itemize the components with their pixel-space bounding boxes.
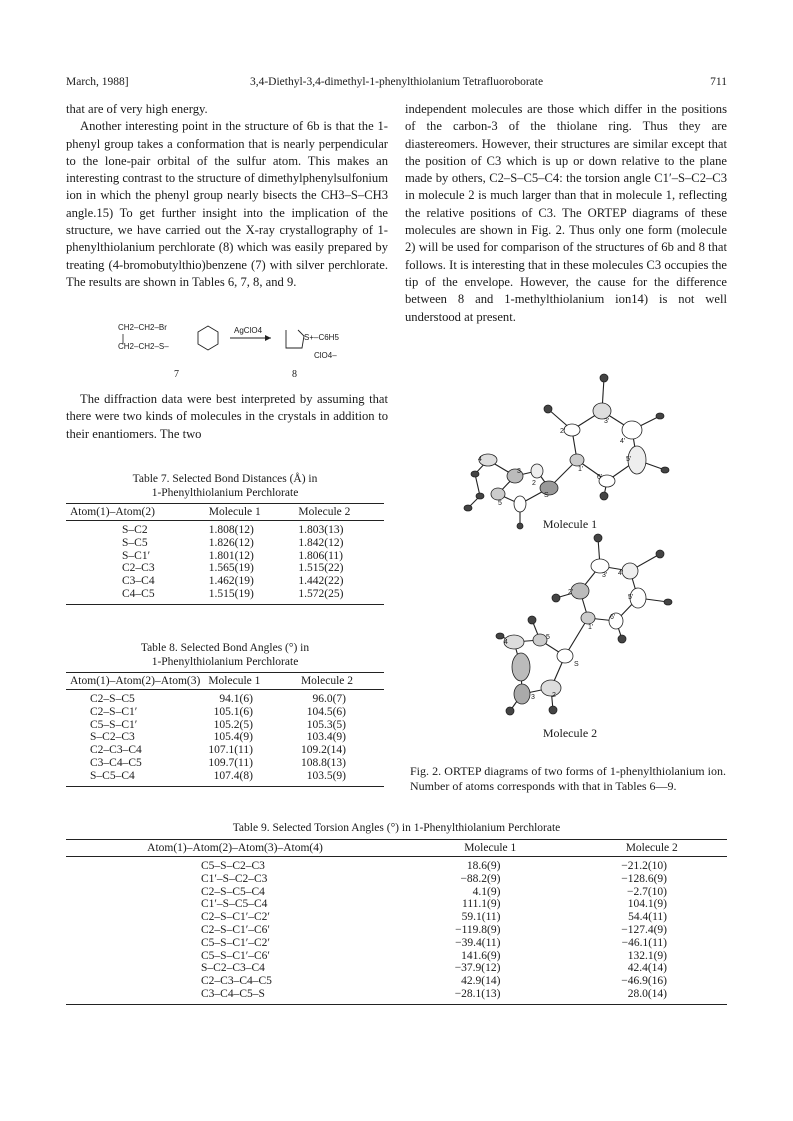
table-row <box>66 757 384 770</box>
molecule-1-atom-label: 3' <box>604 418 610 425</box>
molecule-1-atom-label: 4 <box>478 456 482 463</box>
scheme-counterion: ClO4– <box>314 351 337 360</box>
molecule-1-cell: 107.4(8) <box>213 769 253 782</box>
molecule-2-cell: 1.515(22) <box>298 562 344 575</box>
paragraph-energy: that are of very high energy. <box>66 102 208 116</box>
molecule-1-atom-label: S <box>544 492 549 499</box>
molecule-2-cell: 1.842(12) <box>298 536 344 549</box>
running-header-left: March, 1988] <box>66 76 129 88</box>
molecule-1-atom-label: 2' <box>560 428 566 435</box>
atoms-cell: S–C5–C4 <box>90 769 135 782</box>
table-row <box>66 719 384 732</box>
molecule-2-cell: −46.1(11) <box>621 936 667 949</box>
table-row <box>66 924 727 937</box>
table-7-header-atoms: Atom(1)–Atom(2) <box>70 506 155 518</box>
paragraph-diffraction: The diffraction data were best interpreted by assuming that there were two kinds of molecules in the crystals in addition to their enantiomers. The two <box>66 392 388 441</box>
reaction-scheme <box>118 322 378 382</box>
molecule-2-cell: 109.2(14) <box>300 744 346 757</box>
atoms-cell: C2–S–C5 <box>90 693 135 705</box>
atoms-cell: S–C2–C3 <box>90 731 135 744</box>
molecule-2-cell: −46.9(16) <box>621 975 667 988</box>
table-8-grid <box>66 672 384 787</box>
table-7-header-molecule-2: Molecule 2 <box>298 506 351 518</box>
table-9-grid <box>66 839 727 1005</box>
figure-2 <box>420 356 720 756</box>
atoms-cell: C2–C3 <box>122 562 155 575</box>
molecule-2-cell: −128.6(9) <box>621 872 667 885</box>
table-row <box>66 770 384 786</box>
table-row <box>66 731 384 744</box>
atoms-cell: C2–C3–C4–C5 <box>201 975 272 988</box>
table-row <box>66 575 384 588</box>
scheme-product-substituent: S+–C6H5 <box>304 333 339 342</box>
table-row <box>66 911 727 924</box>
molecule-2-atom-label: 2 <box>552 692 556 699</box>
molecule-2-cell: 105.3(5) <box>306 718 346 731</box>
table-8 <box>66 641 384 787</box>
table-row <box>66 537 384 550</box>
table-row <box>66 937 727 950</box>
table-9 <box>66 821 727 1005</box>
molecule-1-cell: 1.808(12) <box>208 524 254 536</box>
compound-label-8: 8 <box>292 369 297 380</box>
molecule-1-cell: 105.4(9) <box>213 731 253 744</box>
molecule-1-cell: −88.2(9) <box>460 872 501 885</box>
atoms-cell: C2–S–C1′ <box>90 705 138 718</box>
molecule-2-cell: 1.806(11) <box>298 549 343 562</box>
atoms-cell: C4–C5 <box>122 587 155 600</box>
molecule-1-cell: 109.7(11) <box>208 756 253 769</box>
molecule-2-cell: 132.1(9) <box>627 949 667 962</box>
table-8-header-molecule-2: Molecule 2 <box>300 675 353 687</box>
molecule-2-atom-label: 1' <box>588 624 594 631</box>
table-row <box>66 898 727 911</box>
molecule-2-cell: 103.4(9) <box>306 731 346 744</box>
molecule-2-cell: −21.2(10) <box>621 860 667 872</box>
table-7-grid <box>66 503 384 605</box>
ortep-drawing <box>420 356 720 756</box>
table-row <box>66 975 727 988</box>
table-7 <box>66 472 384 605</box>
table-row <box>66 690 384 706</box>
molecule-2-atom-label: 4' <box>618 570 624 577</box>
molecule-1-cell: 105.2(5) <box>213 718 253 731</box>
table-row <box>66 873 727 886</box>
atoms-cell: C3–C4–C5 <box>90 756 142 769</box>
atoms-cell: S–C1′ <box>122 549 151 562</box>
molecule-1-cell: 1.826(12) <box>208 536 254 549</box>
molecule-1-atom-label: 5' <box>626 456 632 463</box>
molecule-1-cell: 111.1(9) <box>462 898 501 911</box>
molecule-1-atom-label: 3 <box>517 468 521 475</box>
molecule-2-atom-label: 4 <box>504 639 508 646</box>
molecule-2-cell: 1.803(13) <box>298 524 344 536</box>
molecule-1-atom-label: 6' <box>597 474 603 481</box>
table-row <box>66 962 727 975</box>
table-9-header-molecule-1: Molecule 1 <box>464 842 517 854</box>
molecule-1-cell: 59.1(11) <box>461 911 501 924</box>
atoms-cell: S–C2 <box>122 524 148 536</box>
table-7-caption-line1: Table 7. Selected Bond Distances (Å) in <box>132 473 318 485</box>
molecule-1-atom-label: 5 <box>498 500 502 507</box>
molecule-1-atom-label: 1' <box>578 466 584 473</box>
table-row <box>66 886 727 899</box>
atoms-cell: S–C5 <box>122 536 148 549</box>
scheme-reagent: AgClO4 <box>234 326 263 335</box>
molecule-1-cell: 107.1(11) <box>208 744 253 757</box>
atoms-cell: C5–S–C1′ <box>90 718 138 731</box>
atoms-cell: C3–C4–C5–S <box>201 987 265 1000</box>
molecule-1-cell: 105.1(6) <box>213 705 253 718</box>
molecule-2-cell: 42.4(14) <box>627 962 667 975</box>
molecule-1-cell: 18.6(9) <box>466 860 501 872</box>
molecule-2-cell: 103.5(9) <box>306 769 346 782</box>
table-9-header-molecule-2: Molecule 2 <box>625 842 678 854</box>
table-row <box>66 950 727 963</box>
molecule-2-atom-label: 6' <box>610 614 616 621</box>
molecule-2-atom-label: 5' <box>628 594 634 601</box>
table-row <box>66 857 727 873</box>
table-row <box>66 706 384 719</box>
left-column-top <box>66 101 388 291</box>
molecule-2-atom-label: 5 <box>546 634 550 641</box>
atoms-cell: C3–C4 <box>122 575 155 588</box>
molecule-2-cell: 54.4(11) <box>628 911 667 924</box>
paragraph-phenyl-conformation: Another interesting point in the structure of 6b is that the 1-phenyl group takes a conformation that is nearly perpendicular to the lone-pair orbital of the sulfur atom. This makes an interesting contrast to the structure of dimethylphenylsulfonium ion in which the phenyl group nearly bisects the CH3–S–CH3 angle.15) To get further insight into the implication of the structure, we have carried out the X-ray crystallography of 1-phenylthiolanium perchlorate (8) which was easily prepared by treating (4-bromobutylthio)benzene (7) with silver perchlorate. The results are shown in Tables 6, 7, 8, and 9. <box>66 119 388 289</box>
atoms-cell: C2–S–C1′–C2′ <box>201 911 270 924</box>
molecule-2-cell: 1.442(22) <box>298 575 344 588</box>
atoms-cell: C2–C3–C4 <box>90 744 142 757</box>
page-number: 711 <box>710 76 727 88</box>
molecule-2-atom-label: 2' <box>568 589 574 596</box>
molecule-2-cell: −2.7(10) <box>626 885 667 898</box>
table-row <box>66 521 384 537</box>
atoms-cell: C5–S–C1′–C2′ <box>201 936 270 949</box>
molecule-1-cell: 1.515(19) <box>208 587 254 600</box>
compound-label-7: 7 <box>174 369 179 380</box>
table-8-header-atoms: Atom(1)–Atom(2)–Atom(3) <box>70 675 201 687</box>
molecule-2-cell: 108.8(13) <box>300 756 346 769</box>
molecule-2-atom-label: S <box>574 661 579 668</box>
atoms-cell: C5–S–C1′–C6′ <box>201 949 270 962</box>
molecule-1-cell: 4.1(9) <box>472 885 501 898</box>
molecule-2-atom-label: 3 <box>531 694 535 701</box>
table-row <box>66 588 384 604</box>
figure-2-caption: Fig. 2. ORTEP diagrams of two forms of 1-phenylthiolanium ion. Number of atoms corresponds with that in Tables 6—9. <box>410 764 726 793</box>
molecule-1-label: Molecule 1 <box>542 517 598 531</box>
table-8-caption-line2: 1-Phenylthiolanium Perchlorate <box>151 656 299 668</box>
running-header-title: 3,4-Diethyl-3,4-dimethyl-1-phenylthiolanium Tetrafluoroborate <box>249 76 544 88</box>
molecule-1-cell: −119.8(9) <box>455 923 501 936</box>
table-7-caption-line2: 1-Phenylthiolanium Perchlorate <box>151 487 299 499</box>
molecule-2-atom-label: 3' <box>602 572 608 579</box>
molecule-1-cell: 94.1(6) <box>219 693 253 705</box>
scheme-top-chain: CH2–CH2–Br <box>118 323 167 332</box>
left-column-diffraction <box>66 391 388 443</box>
table-row <box>66 988 727 1004</box>
atoms-cell: C1′–S–C2–C3 <box>201 872 268 885</box>
molecule-2-cell: 1.572(25) <box>298 587 344 600</box>
table-9-header-atoms: Atom(1)–Atom(2)–Atom(3)–Atom(4) <box>147 842 323 854</box>
table-7-header-molecule-1: Molecule 1 <box>208 506 261 518</box>
molecule-1-cell: 42.9(14) <box>461 975 501 988</box>
table-8-header-molecule-1: Molecule 1 <box>208 675 261 687</box>
atoms-cell: C2–S–C5–C4 <box>201 885 265 898</box>
right-column-top <box>405 101 727 326</box>
table-row <box>66 562 384 575</box>
molecule-1-cell: 141.6(9) <box>461 949 501 962</box>
molecule-2-cell: 28.0(14) <box>627 987 667 1000</box>
table-8-caption-line1: Table 8. Selected Bond Angles (°) in <box>140 642 310 654</box>
table-row <box>66 744 384 757</box>
molecule-1-cell: −39.4(11) <box>455 936 501 949</box>
molecule-2-cell: 104.5(6) <box>306 705 346 718</box>
molecule-2-cell: −127.4(9) <box>621 923 667 936</box>
molecule-1-cell: 1.801(12) <box>208 549 254 562</box>
paragraph-diastereomers: independent molecules are those which differ in the positions of the carbon-3 of the thiolane ring. Thus they are diastereomers. However, their structures are similar except that the position of C3 which is up or down relative to the plane made by others, C2–S–C5–C4: the torsion angle C1′–S–C2–C3 in molecule 2 is much larger than that in molecule 1, reflecting the relative positions of C3. The ORTEP diagrams of these molecules are shown in Fig. 2. Thus only one form (molecule 2) will be used for comparison of the structures of 6b and 8 that follows. It is interesting that in these molecules C3 occupies the tip of the envelope. However, the cause for the difference between 8 and 1-methylthiolanium ion14) is not well understood at present. <box>405 102 727 324</box>
molecule-1-atom-label: 4' <box>620 438 626 445</box>
molecule-1-atom-label: 2 <box>532 480 536 487</box>
atoms-cell: C1′–S–C5–C4 <box>201 898 268 911</box>
atoms-cell: C2–S–C1′–C6′ <box>201 923 270 936</box>
molecule-1-cell: 1.565(19) <box>208 562 254 575</box>
molecule-1-atoms <box>464 374 669 529</box>
atoms-cell: C5–S–C2–C3 <box>201 860 265 872</box>
scheme-bottom-chain: CH2–CH2–S– <box>118 342 169 351</box>
molecule-2-cell: 104.1(9) <box>627 898 667 911</box>
molecule-2-label: Molecule 2 <box>542 726 598 740</box>
molecule-1-cell: −37.9(12) <box>454 962 501 975</box>
molecule-2-cell: 96.0(7) <box>312 693 346 705</box>
table-row <box>66 550 384 563</box>
atoms-cell: S–C2–C3–C4 <box>201 962 265 975</box>
table-9-caption: Table 9. Selected Torsion Angles (°) in 1-Phenylthiolanium Perchlorate <box>232 822 561 834</box>
molecule-1-cell: −28.1(13) <box>454 987 501 1000</box>
molecule-1-cell: 1.462(19) <box>208 575 254 588</box>
